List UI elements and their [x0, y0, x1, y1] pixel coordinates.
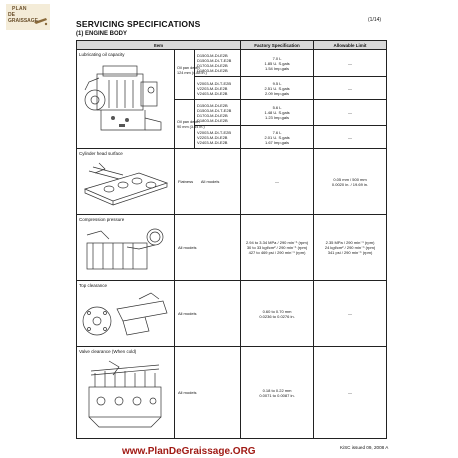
table-row: [77, 149, 387, 215]
compression-item-cell: [77, 215, 175, 281]
lube-limit-4: —: [314, 126, 387, 149]
table-row: [77, 347, 387, 439]
site-logo: [6, 4, 50, 30]
valve-models: All models: [178, 390, 197, 395]
top-item-cell: [77, 281, 175, 347]
compression-models-cell: [175, 215, 241, 281]
flatness-label: Flatness: [178, 179, 194, 184]
top-title: Top clearance: [79, 283, 108, 288]
section-subtitle: (1) ENGINE BODY: [76, 31, 128, 37]
lube-limit-3: —: [314, 100, 387, 126]
lube-spec-3: 5.6 L 1.48 U. S.gals 1.23 Imp.gals: [241, 100, 314, 126]
valve-clearance-illustration: [79, 357, 171, 433]
valve-spec: 0.18 to 0.22 mm 0.0071 to 0.0087 in.: [241, 347, 314, 439]
lube-spec-2: 9.5 L 2.51 U. S.gals 2.09 Imp.gals: [241, 77, 314, 100]
page-number: (1/14): [368, 17, 382, 23]
cylhead-spec: —: [241, 149, 314, 215]
lube-models-4: V2003-M-DI-T-E2B V2203-M-DI-E2B V2403-M-DI-E2B: [195, 126, 241, 149]
pan-depth-2-label: Oil pan depth 90 mm (3.54 in.): [177, 120, 205, 129]
cylhead-models: All models: [200, 179, 220, 184]
top-spec: 0.60 to 0.70 mm 0.0236 to 0.0276 in.: [241, 281, 314, 347]
lube-item-cell: [77, 50, 175, 149]
logo-line-1: PLAN: [12, 6, 27, 12]
top-limit: —: [314, 281, 387, 347]
footer-url[interactable]: www.PlanDeGraissage.ORG: [122, 446, 256, 457]
page-title: SERVICING SPECIFICATIONS: [76, 19, 201, 29]
lube-title: Lubricating oil capacity: [79, 52, 125, 57]
header-allowable-limit: Allowable Limit: [314, 41, 387, 50]
cylhead-label-cell: [175, 149, 241, 215]
top-models-cell: [175, 281, 241, 347]
compression-title: Compression pressure: [79, 217, 125, 222]
header-factory-spec: Factory Specification: [241, 41, 314, 50]
logo-line-3: GRAISSAGE: [8, 18, 39, 24]
issued-note: KiSC issued 09, 2008 A: [340, 445, 389, 450]
table-row: [77, 50, 387, 77]
compression-gauge-illustration: [79, 225, 171, 275]
engine-illustration: [79, 60, 171, 146]
header-item: Item: [77, 41, 241, 50]
lube-limit-1: —: [314, 50, 387, 77]
valve-title: Valve clearance (When cold): [79, 349, 137, 354]
cylinder-head-illustration: [79, 159, 171, 209]
lube-models-2: V2003-M-DI-T-E2B V2203-M-DI-E2B V2403-M-DI-E2B: [195, 77, 241, 100]
cylhead-title: Cylinder head surface: [79, 151, 123, 156]
cylhead-limit: 0.05 mm / 500 mm 0.0020 in. / 19.69 in.: [314, 149, 387, 215]
top-clearance-illustration: [79, 291, 171, 343]
logo-line-2: DE: [8, 12, 15, 18]
lube-models-3: D1503-M-DI-E2B D1503-M-DI-T-E2B D1703-M-DI-E2B D1803-M-DI-E2B: [195, 100, 241, 126]
compression-spec: 2.94 to 3.34 MPa / 290 min⁻¹ (rpm) 30 to 33 kgf/cm² / 290 min⁻¹ (rpm) 427 to 469 psi / 290 min⁻¹ (rpm): [241, 215, 314, 281]
lube-limit-2: —: [314, 77, 387, 100]
table-row: [77, 215, 387, 281]
pan-depth-1-label: Oil pan depth 124 mm (4.88 in.): [177, 66, 207, 75]
compression-limit: 2.35 MPa / 290 min⁻¹ (rpm) 24 kgf/cm² / 290 min⁻¹ (rpm) 341 psi / 290 min⁻¹ (rpm): [314, 215, 387, 281]
valve-limit: —: [314, 347, 387, 439]
top-models: All models: [178, 311, 197, 316]
compression-models: All models: [178, 245, 197, 250]
table-row: [77, 281, 387, 347]
valve-models-cell: [175, 347, 241, 439]
valve-item-cell: [77, 347, 175, 439]
table-header-row: [77, 41, 387, 50]
lube-spec-4: 7.6 L 2.01 U. S.gals 1.67 Imp.gals: [241, 126, 314, 149]
lube-models-1: D1503-M-DI-E2B D1503-M-DI-T-E2B D1703-M-DI-E2B D1803-M-DI-E2B: [195, 50, 241, 77]
lube-spec-1: 7.0 L 1.85 U. S.gals 1.54 Imp.gals: [241, 50, 314, 77]
specification-table: [76, 40, 387, 439]
cylhead-item-cell: [77, 149, 175, 215]
